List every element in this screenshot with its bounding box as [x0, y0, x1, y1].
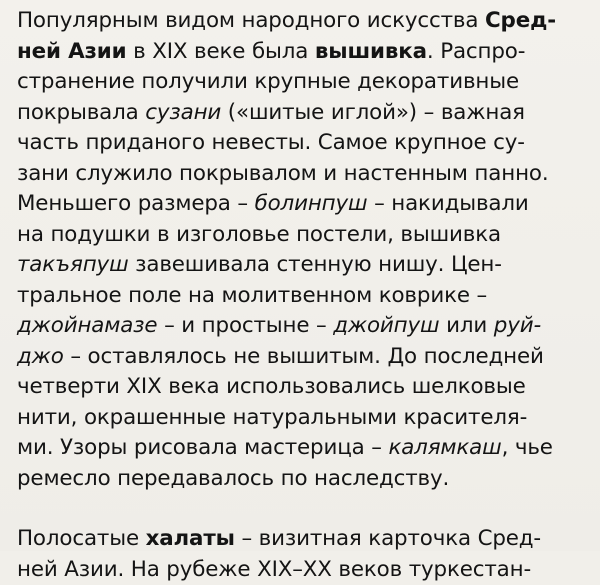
text-run: , чье [502, 435, 553, 460]
text-run: на подушки в изголовье постели, вышивка [17, 222, 501, 247]
paragraph-embroidery [17, 6, 586, 494]
italic-term: джойпуш [333, 313, 439, 338]
text-line [17, 555, 586, 585]
text-run: в XIX веке была [126, 39, 314, 64]
text-run: – накидывали [367, 191, 528, 216]
bold-term: ней Азии [17, 39, 126, 64]
text-run: странение получили крупные декоративные [17, 69, 519, 94]
text-run: часть приданого невесты. Самое крупное су- [17, 130, 525, 155]
text-run: покрывала [17, 100, 145, 125]
italic-term: сузани [145, 100, 221, 125]
italic-term: руй- [494, 313, 541, 338]
text-line [17, 403, 586, 434]
text-run: («шитые иглой») – важная [221, 100, 525, 125]
text-run: – визитная карточка Сред- [235, 526, 541, 551]
italic-term: такъяпуш [17, 252, 129, 277]
bold-term: Сред- [485, 8, 556, 33]
text-run: Полосатые [17, 526, 146, 551]
text-run: – и простыне – [157, 313, 333, 338]
bold-term: вышивка [315, 39, 427, 64]
text-run: завешивала стенную нишу. Цен- [129, 252, 502, 277]
text-line [17, 98, 586, 129]
italic-term: джойнамазе [17, 313, 157, 338]
text-line [17, 37, 586, 68]
text-run: ремесло передавалось по наследству. [17, 466, 449, 491]
text-line [17, 67, 586, 98]
text-line [17, 281, 586, 312]
text-line [17, 342, 586, 373]
text-line [17, 524, 586, 555]
text-line [17, 311, 586, 342]
text-run: ней Азии. На рубеже XIX–XX веков туркестан- [17, 557, 531, 582]
italic-term: калямкаш [388, 435, 501, 460]
paragraph-gap [17, 494, 586, 524]
text-line [17, 220, 586, 251]
bold-term: халаты [146, 526, 235, 551]
text-line [17, 433, 586, 464]
text-run: ми. Узоры рисовала мастерица – [17, 435, 388, 460]
text-run: . Распро- [427, 39, 525, 64]
text-run: – оставлялось не вышитым. До последней [64, 344, 544, 369]
italic-term: болинпуш [255, 191, 368, 216]
text-line [17, 464, 586, 495]
text-run: четверти XIX века использовались шелковые [17, 374, 526, 399]
paragraph-robes [17, 524, 586, 585]
text-run: Популярным видом народного искусства [17, 8, 485, 33]
text-line [17, 6, 586, 37]
text-run: нити, окрашенные натуральными красителя- [17, 405, 527, 430]
text-line [17, 159, 586, 190]
text-run: тральное поле на молитвенном коврике – [17, 283, 487, 308]
text-line [17, 189, 586, 220]
text-run: зани служило покрывалом и настенным панно. [17, 161, 549, 186]
text-line [17, 250, 586, 281]
text-run: или [439, 313, 493, 338]
text-run: Меньшего размера – [17, 191, 255, 216]
text-line [17, 128, 586, 159]
text-line [17, 372, 586, 403]
italic-term: джо [17, 344, 64, 369]
